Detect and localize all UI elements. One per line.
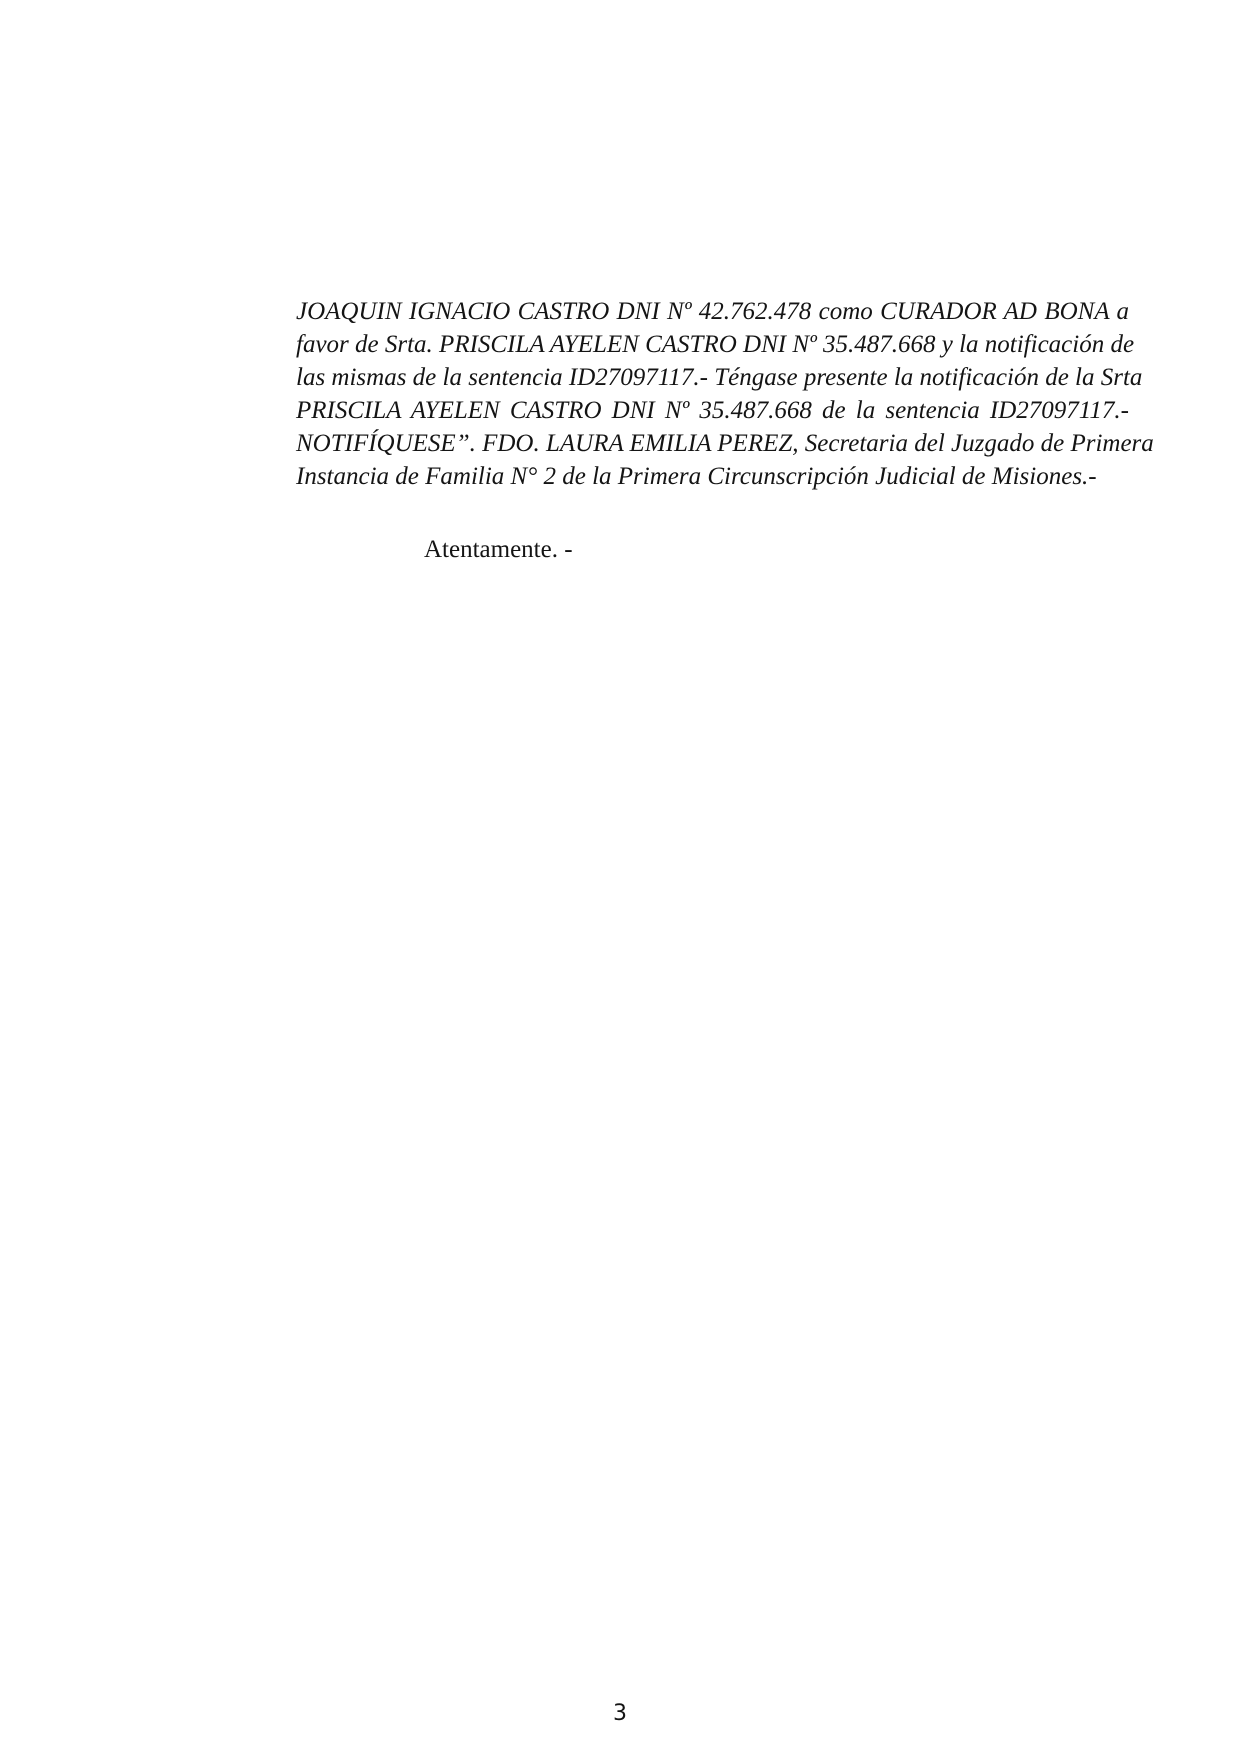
body-line: favor de Srta. PRISCILA AYELEN CASTRO DNI Nº 35.487.668 y la notificación de bbox=[296, 331, 1135, 358]
body-paragraph bbox=[296, 295, 1154, 493]
closing-salutation: Atentamente. - bbox=[424, 536, 573, 563]
body-line: las mismas de la sentencia ID27097117.- Téngase presente la notificación de la Srta bbox=[296, 364, 1143, 391]
body-line: JOAQUIN IGNACIO CASTRO DNI Nº 42.762.478 como CURADOR AD BONA a bbox=[296, 298, 1129, 325]
body-line: PRISCILA AYELEN CASTRO DNI Nº 35.487.668 de la sentencia ID27097117.- bbox=[296, 397, 1129, 424]
body-line: NOTIFÍQUESE”. FDO. LAURA EMILIA PEREZ, Secretaria del Juzgado de Primera bbox=[296, 430, 1154, 457]
body-line: Instancia de Familia N° 2 de la Primera Circunscripción Judicial de Misiones.- bbox=[296, 463, 1097, 490]
page-number: 3 bbox=[613, 1701, 627, 1726]
